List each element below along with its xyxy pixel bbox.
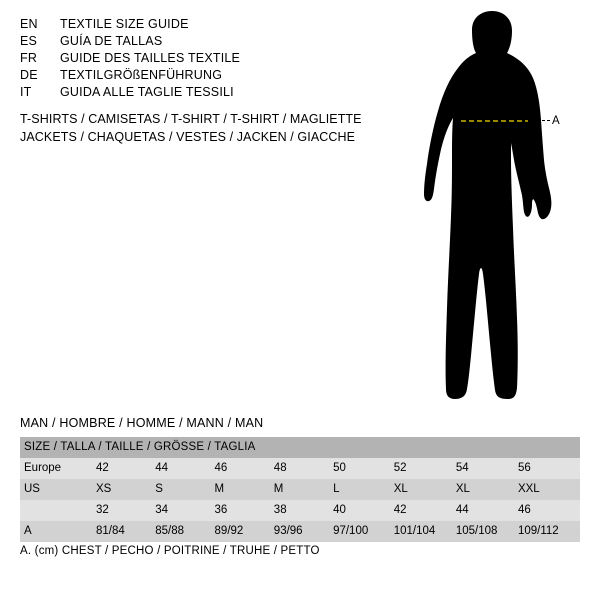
table-row: [20, 458, 580, 479]
size-table: [20, 437, 580, 542]
table-header-label: SIZE / TALLA / TAILLE / GRÖSSE / TAGLIA: [20, 437, 580, 458]
language-text: GUIDE DES TAILLES TEXTILE: [60, 51, 241, 65]
cell: 93/96: [274, 521, 333, 542]
language-row: [20, 16, 350, 33]
table-header-row: [20, 437, 580, 458]
cell: M: [215, 479, 274, 500]
row-label: [20, 500, 96, 521]
row-label: Europe: [20, 458, 96, 479]
cell: 85/88: [155, 521, 214, 542]
cell: 105/108: [456, 521, 518, 542]
language-code: EN: [20, 17, 38, 31]
cell: 54: [456, 458, 518, 479]
language-row: [20, 33, 350, 50]
garment-line-jackets: JACKETS / CHAQUETAS / VESTES / JACKEN / GIACCHE: [20, 130, 356, 144]
cell: 36: [215, 500, 274, 521]
cell: 42: [96, 458, 155, 479]
language-code: DE: [20, 68, 38, 82]
cell: S: [155, 479, 214, 500]
cell: 52: [394, 458, 456, 479]
size-table-section: [20, 415, 580, 542]
cell: 56: [518, 458, 580, 479]
cell: 81/84: [96, 521, 155, 542]
table-row: [20, 500, 580, 521]
language-text: GUIDA ALLE TAGLIE TESSILI: [60, 85, 234, 99]
cell: XXL: [518, 479, 580, 500]
cell: 89/92: [215, 521, 274, 542]
cell: 97/100: [333, 521, 394, 542]
cell: XS: [96, 479, 155, 500]
table-row: [20, 479, 580, 500]
chest-measure-line: [400, 8, 600, 408]
cell: 44: [456, 500, 518, 521]
cell: 32: [96, 500, 155, 521]
chest-marker-label: A: [552, 115, 560, 127]
garment-line-tshirts: T-SHIRTS / CAMISETAS / T-SHIRT / T-SHIRT / MAGLIETTE: [20, 112, 362, 126]
cell: L: [333, 479, 394, 500]
cell: 101/104: [394, 521, 456, 542]
cell: 44: [155, 458, 214, 479]
cell: 46: [215, 458, 274, 479]
row-label: A: [20, 521, 96, 542]
cell: 38: [274, 500, 333, 521]
language-row: [20, 84, 350, 101]
cell: XL: [456, 479, 518, 500]
table-title: MAN / HOMBRE / HOMME / MANN / MAN: [20, 416, 264, 430]
language-row: [20, 50, 350, 67]
language-code: ES: [20, 34, 38, 48]
table-footnote: A. (cm) CHEST / PECHO / POITRINE / TRUHE / PETTO: [20, 545, 320, 557]
cell: 48: [274, 458, 333, 479]
language-text: TEXTILE SIZE GUIDE: [60, 17, 189, 31]
language-code: FR: [20, 51, 38, 65]
cell: 50: [333, 458, 394, 479]
cell: 40: [333, 500, 394, 521]
language-text: GUÍA DE TALLAS: [60, 34, 163, 48]
language-text: TEXTILGRÖßENFÜHRUNG: [60, 68, 223, 82]
garment-categories: [20, 110, 380, 146]
language-row: [20, 67, 350, 84]
cell: XL: [394, 479, 456, 500]
cell: 109/112: [518, 521, 580, 542]
language-code: IT: [20, 85, 32, 99]
cell: 34: [155, 500, 214, 521]
cell: 42: [394, 500, 456, 521]
male-figure-illustration: [400, 8, 600, 408]
cell: M: [274, 479, 333, 500]
table-row: [20, 521, 580, 542]
language-list: [20, 16, 350, 101]
row-label: US: [20, 479, 96, 500]
cell: 46: [518, 500, 580, 521]
